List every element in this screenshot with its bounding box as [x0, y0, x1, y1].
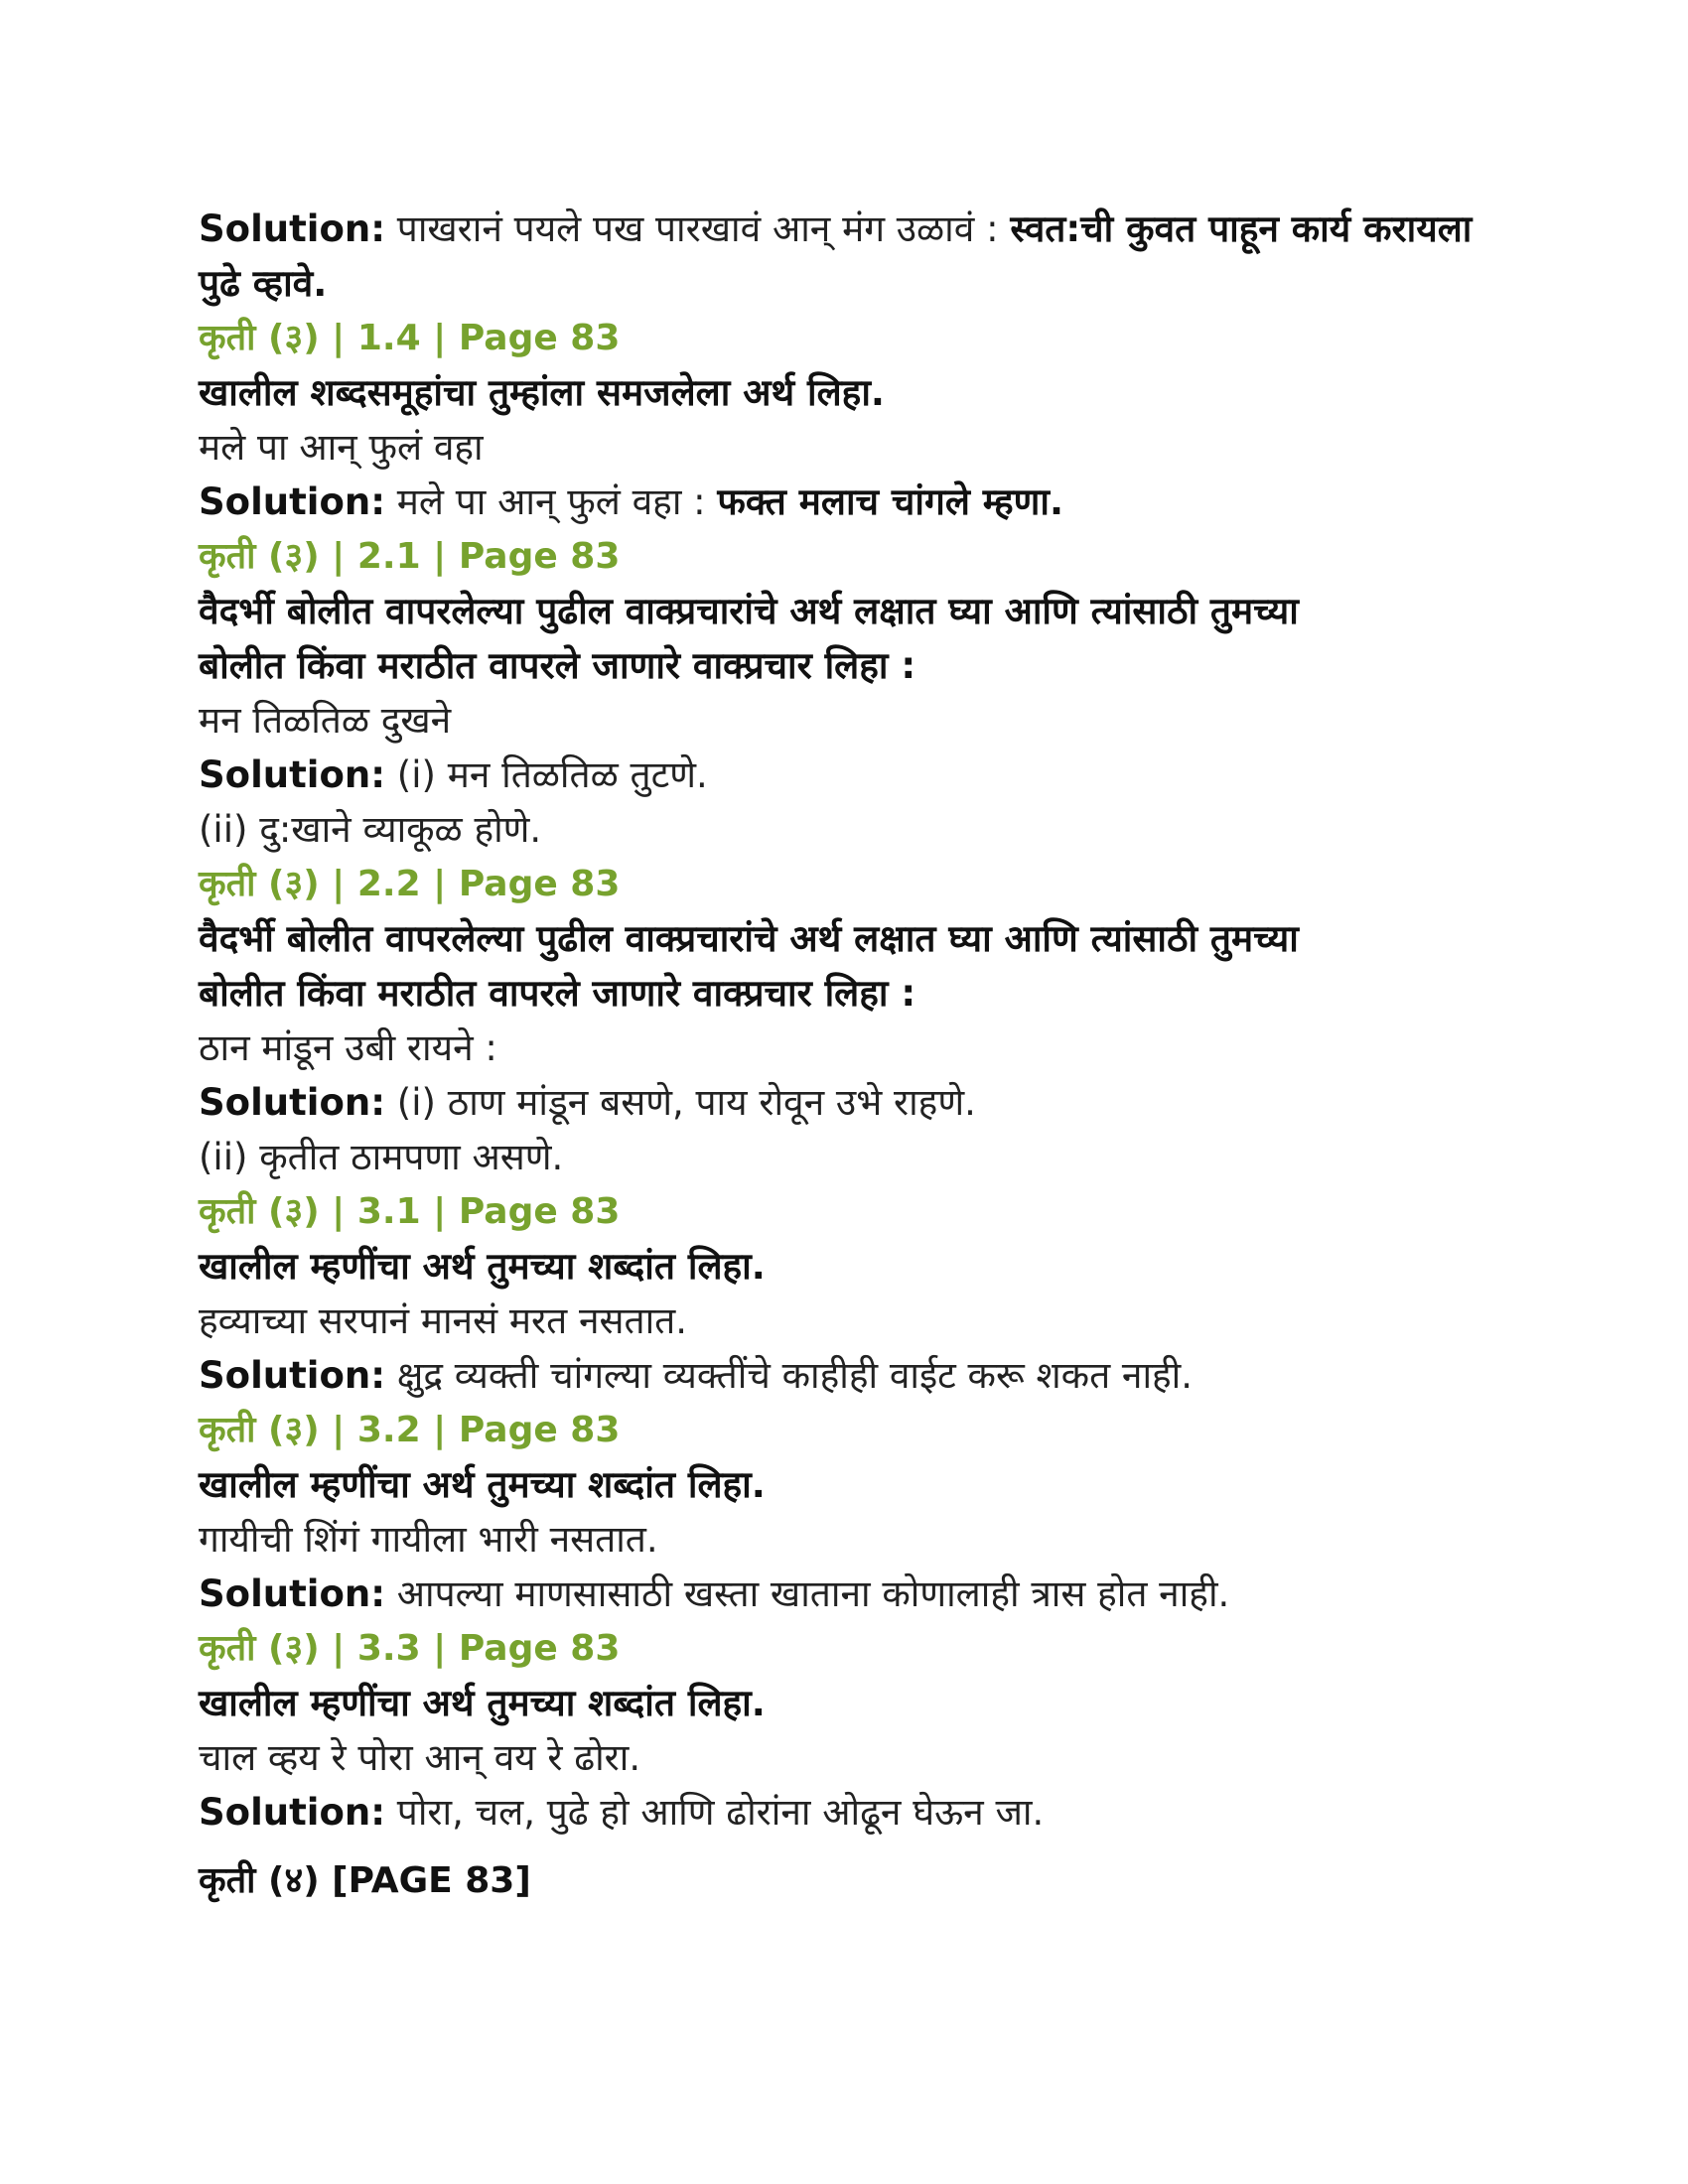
prompt-text: ठान मांडून उबी रायने : [199, 1026, 497, 1069]
section-heading: कृती (३) | 1.4 | Page 83 [199, 318, 621, 358]
solution-line [199, 1785, 1509, 1840]
question-text: बोलीत किंवा मराठीत वापरले जाणारे वाक्प्रचार लिहा : [199, 972, 916, 1015]
solution-line [199, 748, 1509, 802]
question-text: खालील म्हणींचा अर्थ तुमच्या शब्दांत लिहा. [199, 1245, 766, 1288]
section-heading: कृती (३) | 2.2 | Page 83 [199, 864, 621, 904]
solution-label: Solution: [199, 1572, 386, 1615]
question-text: वैदर्भी बोलीत वापरलेल्या पुढील वाक्प्रचारांचे अर्थ लक्षात घ्या आणि त्यांसाठी तुमच्या [199, 917, 1299, 960]
final-heading: कृती (४) [PAGE 83] [199, 1860, 531, 1901]
prompt-text: मले पा आन् फुलं वहा [199, 426, 484, 469]
section-heading: कृती (३) | 2.1 | Page 83 [199, 536, 621, 577]
solution-text: पाखरानं पयले पख पारखावं आन् मंग उळावं : [396, 207, 1011, 250]
section-heading: कृती (३) | 3.1 | Page 83 [199, 1191, 621, 1232]
solution-extra: (ii) कृतीत ठामपणा असणे. [199, 1136, 564, 1178]
document-page [199, 202, 1509, 1908]
prompt-text: मन तिळतिळ दुखने [199, 699, 452, 742]
solution-text: क्षुद्र व्यक्ती चांगल्या व्यक्तींचे काहीही वाईट करू शकत नाही. [396, 1354, 1194, 1397]
solution-label: Solution: [199, 207, 386, 250]
solution-extra: (ii) दु:खाने व्याकूळ होणे. [199, 808, 542, 851]
solution-line [199, 1567, 1509, 1621]
question-text: खालील म्हणींचा अर्थ तुमच्या शब्दांत लिहा. [199, 1463, 766, 1506]
solution-text: मले पा आन् फुलं वहा : [396, 480, 718, 523]
question-text: वैदर्भी बोलीत वापरलेल्या पुढील वाक्प्रचारांचे अर्थ लक्षात घ्या आणि त्यांसाठी तुमच्या [199, 590, 1299, 632]
solution-text: आपल्या माणसासाठी खस्ता खाताना कोणालाही त्रास होत नाही. [396, 1572, 1230, 1615]
solution-text: (i) मन तिळतिळ तुटणे. [396, 753, 708, 796]
solution-line [199, 1075, 1509, 1130]
prompt-text: गायीची शिंगं गायीला भारी नसतात. [199, 1518, 658, 1561]
solution-text: (i) ठाण मांडून बसणे, पाय रोवून उभे राहणे. [396, 1081, 976, 1124]
prompt-text: चाल व्हय रे पोरा आन् वय रे ढोरा. [199, 1736, 641, 1779]
solution-label: Solution: [199, 480, 386, 523]
section-heading: कृती (३) | 3.2 | Page 83 [199, 1410, 621, 1450]
solution-line [199, 475, 1509, 529]
solution-label: Solution: [199, 1081, 386, 1124]
section-heading: कृती (३) | 3.3 | Page 83 [199, 1628, 621, 1669]
solution-label: Solution: [199, 1791, 386, 1834]
solution-text: पोरा, चल, पुढे हो आणि ढोरांना ओढून घेऊन जा. [396, 1791, 1045, 1834]
solution-bold-text: फक्त मलाच चांगले म्हणा. [717, 480, 1063, 523]
solution-label: Solution: [199, 1354, 386, 1397]
question-text: खालील म्हणींचा अर्थ तुमच्या शब्दांत लिहा. [199, 1682, 766, 1724]
prompt-text: हव्याच्या सरपानं मानसं मरत नसतात. [199, 1299, 688, 1342]
question-text: बोलीत किंवा मराठीत वापरले जाणारे वाक्प्रचार लिहा : [199, 644, 916, 687]
solution-line [199, 1348, 1509, 1403]
solution-line [199, 202, 1509, 311]
solution-label: Solution: [199, 753, 386, 796]
solution-bold-text: स्वत:ची कुवत पाहून कार्य करायला पुढे व्हावे. [199, 207, 1473, 305]
question-text: खालील शब्दसमूहांचा तुम्हांला समजलेला अर्थ लिहा. [199, 371, 885, 414]
